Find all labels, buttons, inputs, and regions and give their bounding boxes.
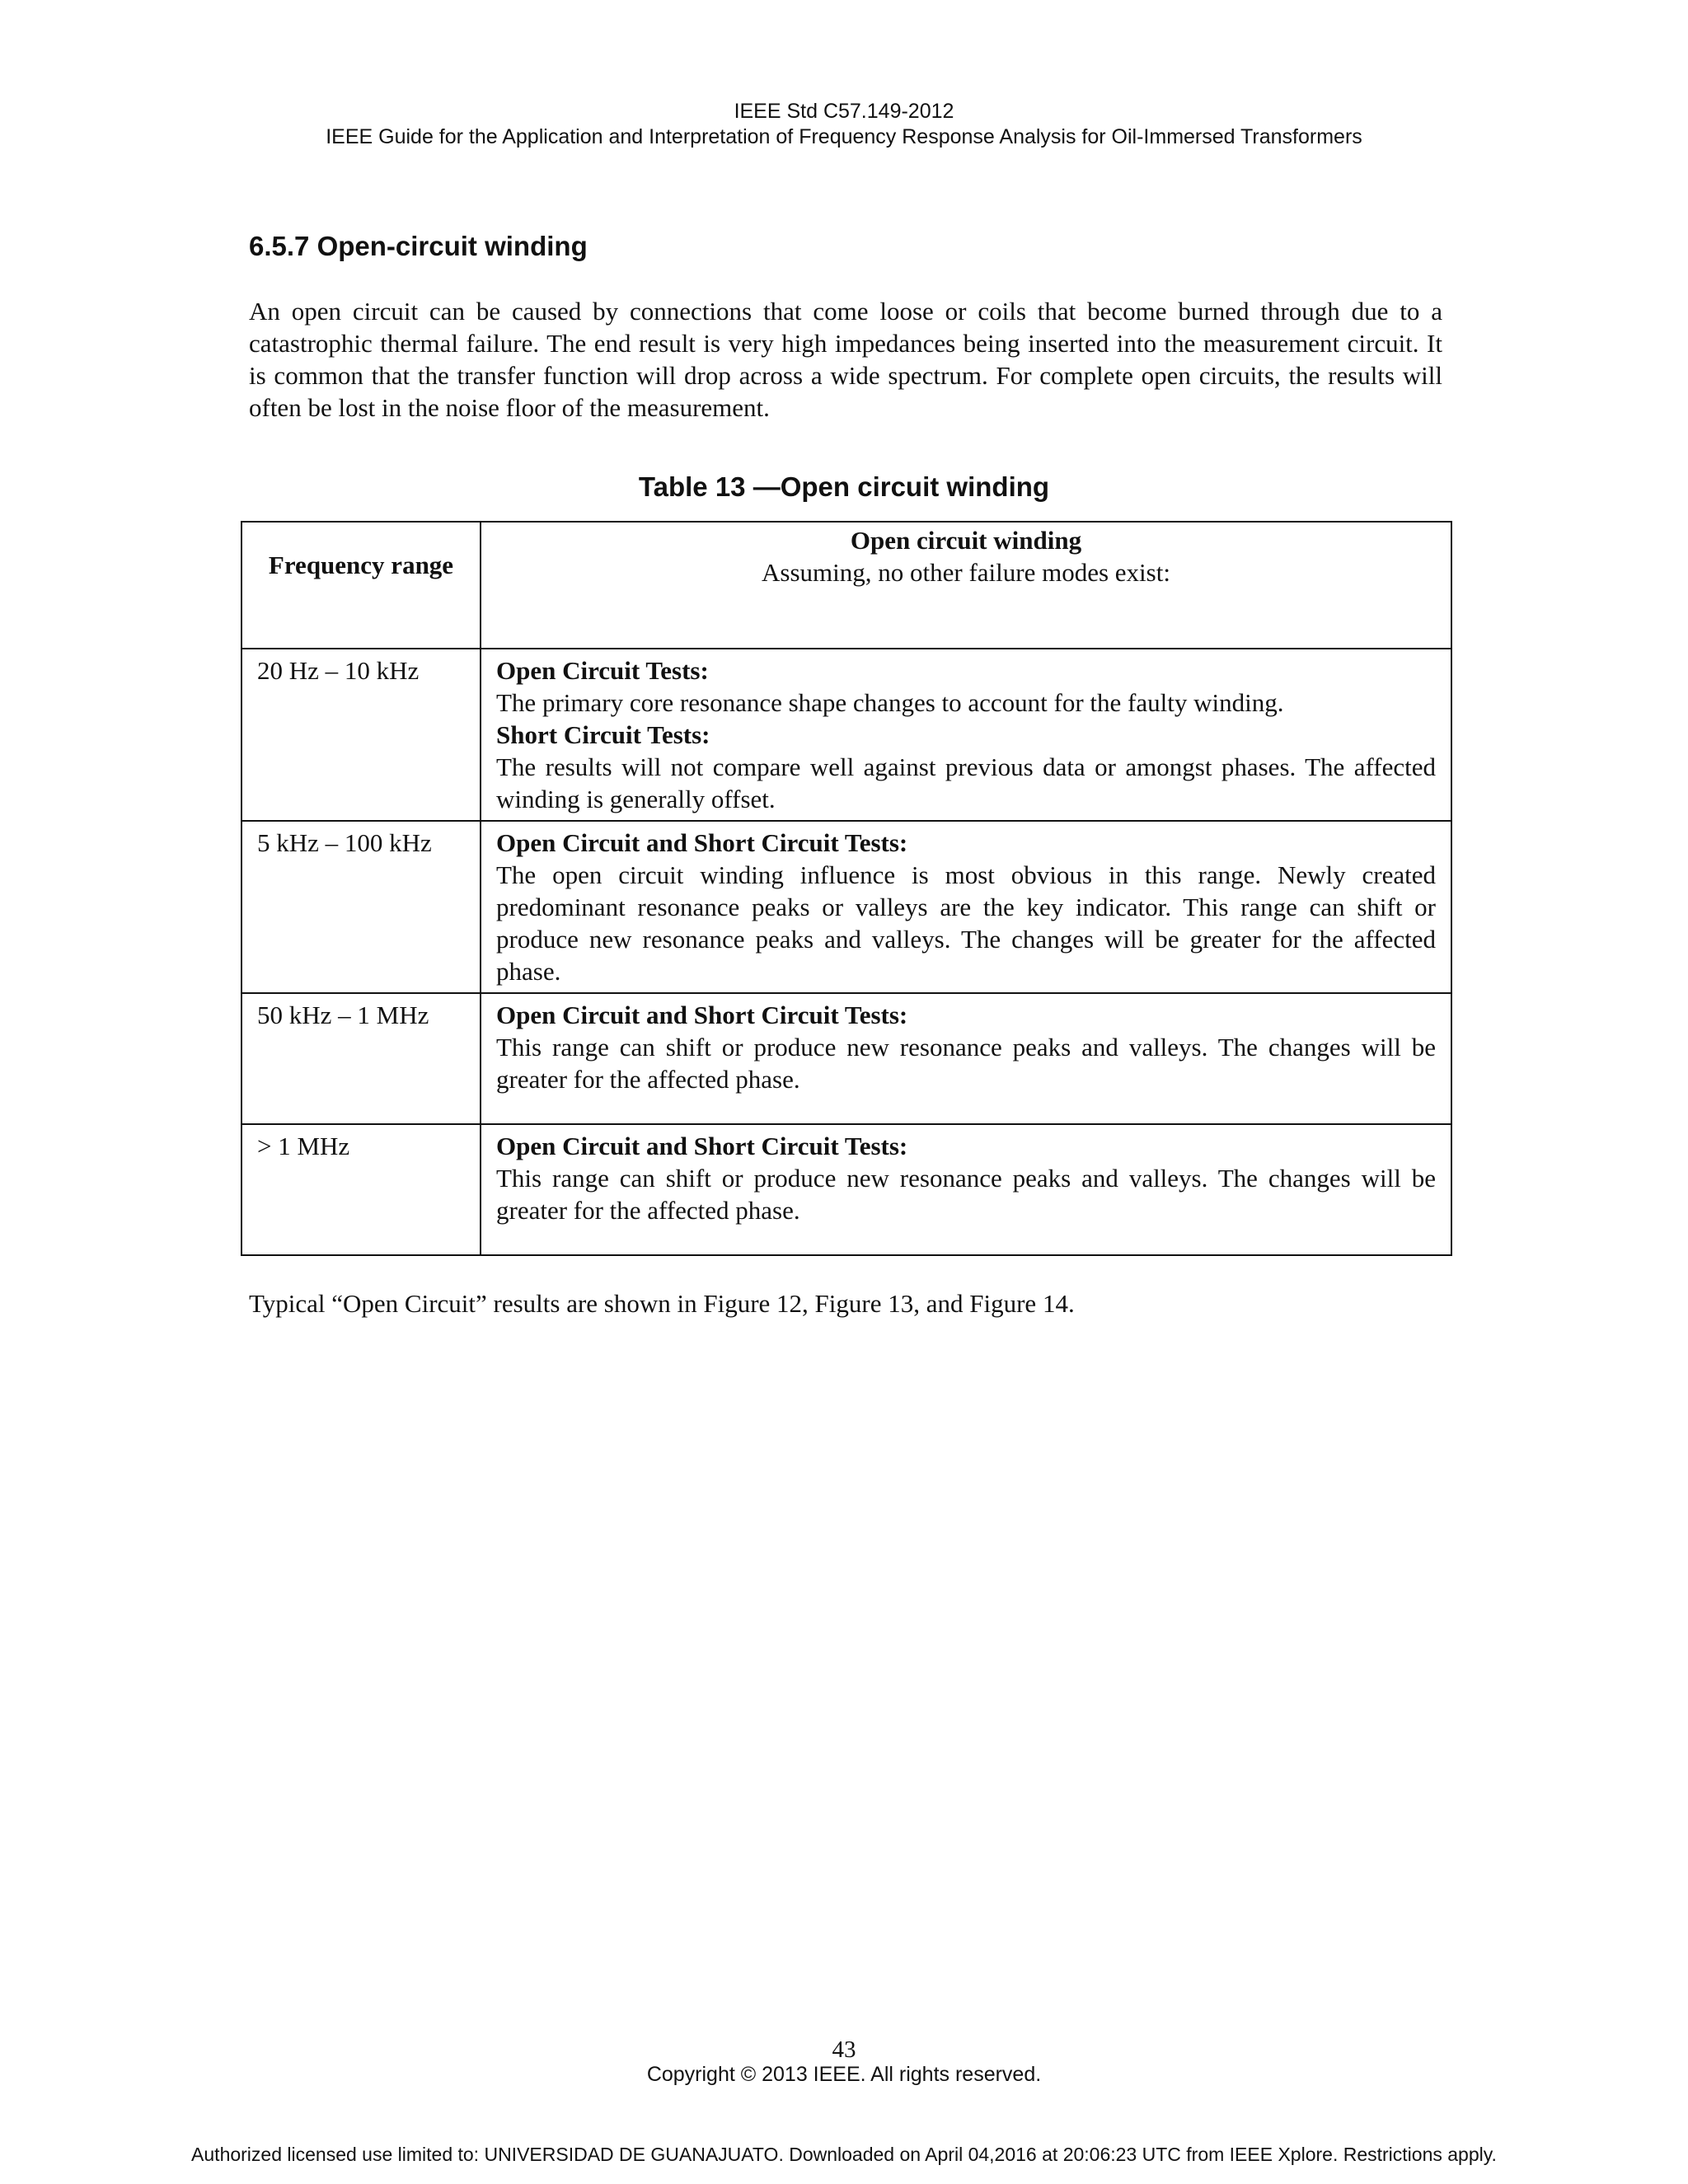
test-heading: Short Circuit Tests:: [496, 720, 710, 749]
table-row: [241, 821, 1451, 993]
test-description: This range can shift or produce new resonance peaks and valleys. The changes will be greater for the affected phase.: [496, 1164, 1436, 1225]
section-heading: 6.5.7 Open-circuit winding: [249, 231, 588, 261]
frequency-range-cell: > 1 MHz: [241, 1124, 481, 1255]
license-notice: Authorized licensed use limited to: UNIVERSIDAD DE GUANAJUATO. Downloaded on April 04,2016 at 20:06:23 UTC from IEEE Xplore. Restrictions apply.: [191, 2144, 1497, 2165]
description-cell: [481, 993, 1451, 1124]
frequency-range-cell: 20 Hz – 10 kHz: [241, 649, 481, 821]
running-header-standard: IEEE Std C57.149-2012: [734, 100, 954, 123]
test-description: The results will not compare well against previous data or amongst phases. The affected winding is generally offset.: [496, 752, 1436, 813]
copyright-notice: Copyright © 2013 IEEE. All rights reserved.: [646, 2063, 1042, 2086]
table-header-row: [241, 522, 1451, 649]
table-row: [241, 649, 1451, 821]
table-row: [241, 993, 1451, 1124]
running-header-title: IEEE Guide for the Application and Interpretation of Frequency Response Analysis for Oil-Immersed Transformers: [326, 125, 1362, 148]
open-circuit-table: [241, 521, 1452, 1256]
table-caption: Table 13 —Open circuit winding: [638, 471, 1050, 502]
header-subtitle: Assuming, no other failure modes exist:: [762, 558, 1170, 587]
test-heading: Open Circuit and Short Circuit Tests:: [496, 1001, 908, 1029]
frequency-range-cell: 50 kHz – 1 MHz: [241, 993, 481, 1124]
header-frequency-range: Frequency range: [241, 522, 481, 649]
description-cell: [481, 1124, 1451, 1255]
header-title: Open circuit winding: [850, 526, 1082, 555]
test-heading: Open Circuit and Short Circuit Tests:: [496, 1132, 908, 1160]
test-heading: Open Circuit and Short Circuit Tests:: [496, 828, 908, 857]
test-heading: Open Circuit Tests:: [496, 656, 709, 685]
header-open-circuit-winding: [481, 522, 1451, 649]
description-cell: [481, 649, 1451, 821]
intro-paragraph: An open circuit can be caused by connections that come loose or coils that become burned through due to a catastrophic thermal failure. The end result is very high impedances being inserted into the measurement circuit. It is common that the transfer function will drop across a wide spectrum. For complete open circuits, the results will often be lost in the noise floor of the measurement.: [249, 297, 1442, 422]
frequency-range-cell: 5 kHz – 100 kHz: [241, 821, 481, 993]
description-cell: [481, 821, 1451, 993]
table-row: [241, 1124, 1451, 1255]
test-description: This range can shift or produce new resonance peaks and valleys. The changes will be greater for the affected phase.: [496, 1033, 1436, 1094]
test-description: The open circuit winding influence is most obvious in this range. Newly created predominant resonance peaks or valleys are the key indicator. This range can shift or produce new resonance peaks and valleys. The changes will be greater for the affected phase.: [496, 860, 1436, 986]
page-number: 43: [832, 2036, 856, 2063]
test-description: The primary core resonance shape changes to account for the faulty winding.: [496, 688, 1284, 717]
closing-paragraph: Typical “Open Circuit” results are shown in Figure 12, Figure 13, and Figure 14.: [249, 1289, 1075, 1318]
